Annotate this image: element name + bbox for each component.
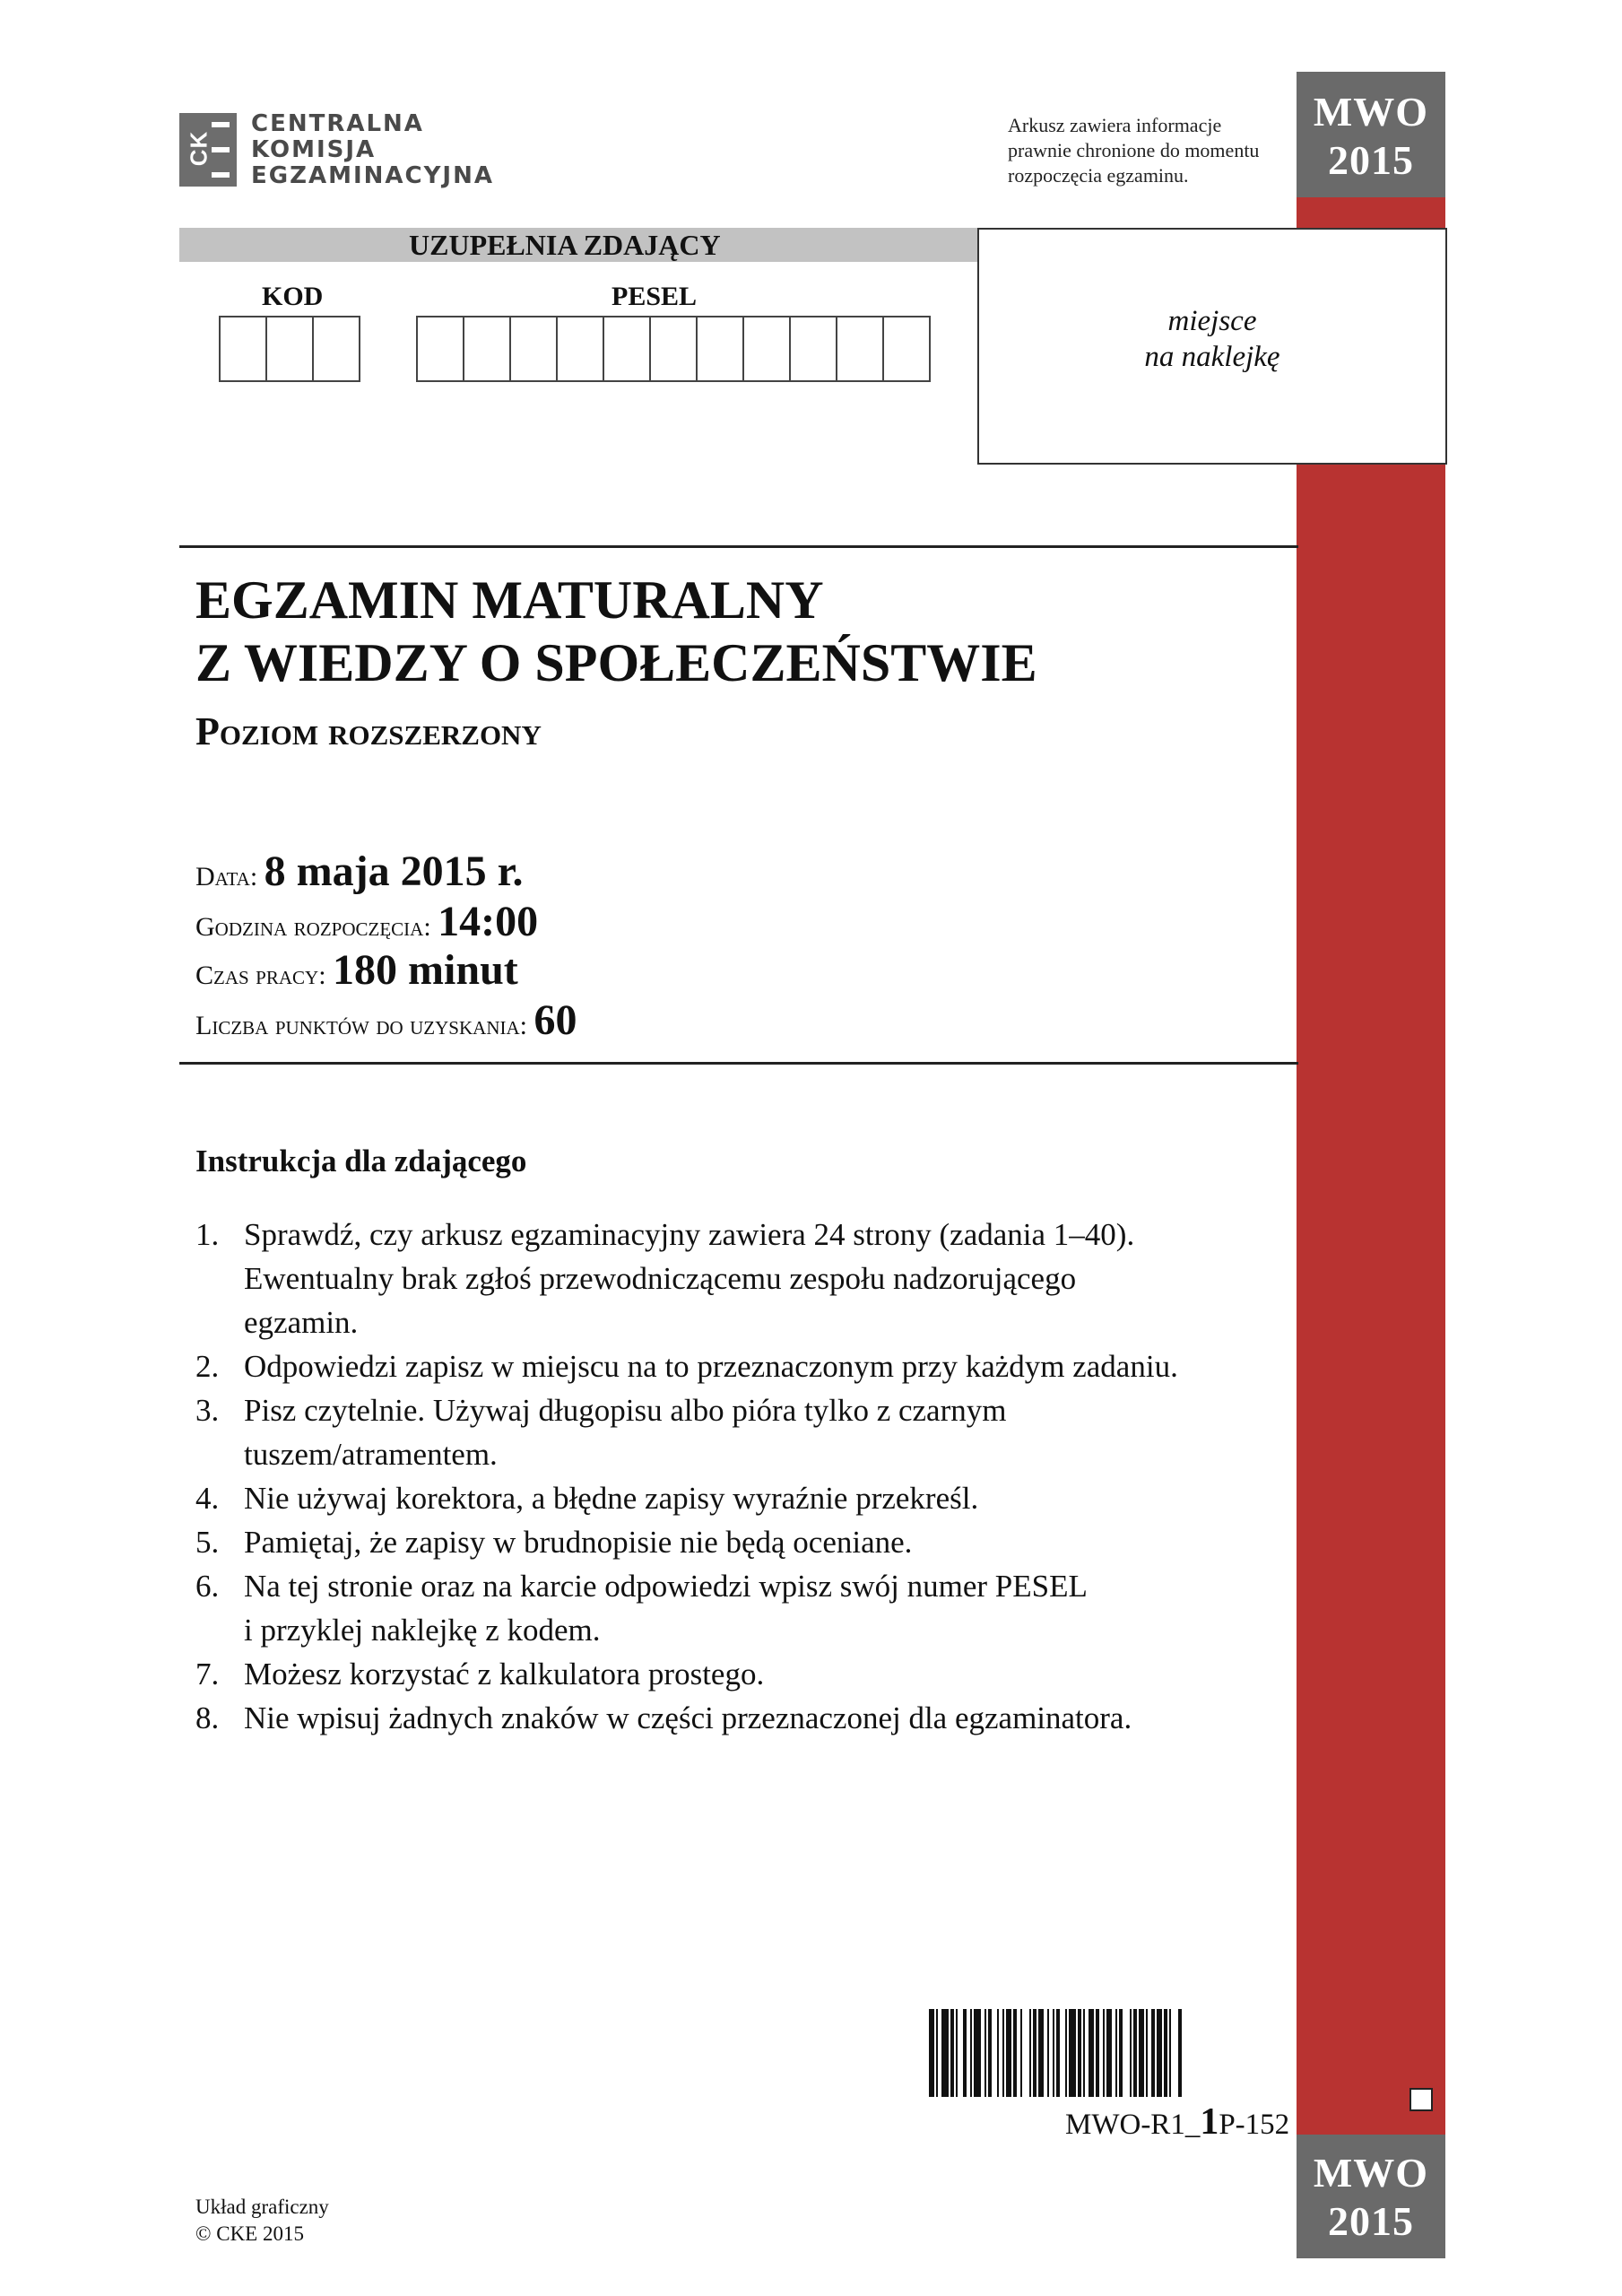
instruction-number: 6. [195,1569,220,1604]
instruction-text-line: egzamin. [244,1305,359,1340]
instruction-item [195,1344,1253,1388]
meta-duration-value: 180 minut [333,946,518,994]
instruction-text-line: Pisz czytelnie. Używaj długopisu albo pióra tylko z czarnym [244,1393,1007,1428]
cke-logo-text [251,111,494,189]
side-code-bottom [1297,2149,1445,2246]
logo-line-3: EGZAMINACYJNA [251,162,494,189]
notice-line-2: prawnie chronione do momentu [1008,139,1260,161]
protected-info-notice [1008,113,1304,188]
instruction-number: 1. [195,1217,220,1252]
instruction-number: 5. [195,1525,220,1560]
exam-title-line-1: EGZAMIN MATURALNY [195,570,824,630]
instruction-number: 2. [195,1349,220,1384]
sticker-placeholder-text [977,303,1447,375]
kod-box[interactable] [221,317,267,380]
kod-label: KOD [262,282,324,311]
instruction-number: 8. [195,1700,220,1735]
pesel-box[interactable] [698,317,744,380]
footer-line-2: © CKE 2015 [195,2222,304,2245]
instruction-item [195,1476,1253,1520]
side-code-top [1297,88,1445,185]
pesel-box[interactable] [604,317,651,380]
instruction-text-line: Pamiętaj, że zapisy w brudnopisie nie będą oceniane. [244,1525,913,1560]
instructions-title: Instrukcja dla zdającego [195,1144,527,1178]
instruction-text-line: Nie wpisuj żadnych znaków w części przeznaczonej dla egzaminatora. [244,1700,1132,1735]
instruction-item [195,1652,1253,1696]
logo-line-1: CENTRALNA [251,110,424,137]
instruction-text-line: Odpowiedzi zapisz w miejscu na to przeznaczonym przy każdym zadaniu. [244,1349,1178,1384]
instruction-item [195,1564,1253,1652]
cke-logo-mark [179,113,237,187]
barcode-label-big: 1 [1200,2101,1219,2143]
footer [195,2194,329,2248]
instruction-item [195,1388,1253,1476]
sticker-line-1: miejsce [1167,305,1257,337]
pesel-box[interactable] [884,317,929,380]
logo-line-2: KOMISJA [251,136,377,163]
pesel-box[interactable] [837,317,884,380]
meta-start-time-label: Godzina rozpoczęcia: [195,912,431,942]
examiner-checkbox[interactable] [1409,2088,1433,2111]
instruction-item [195,1520,1253,1564]
pesel-box[interactable] [464,317,511,380]
pesel-box[interactable] [791,317,837,380]
instruction-text-line: Ewentualny brak zgłoś przewodniczącemu zespołu nadzorującego [244,1261,1077,1296]
notice-line-3: rozpoczęcia egzaminu. [1008,164,1189,187]
sticker-line-2: na naklejkę [1144,341,1280,373]
instruction-text-line: Sprawdź, czy arkusz egzaminacyjny zawiera 24 strony (zadania 1–40). [244,1217,1135,1252]
side-code-top-code: MWO [1313,89,1429,135]
barcode-label [1065,2101,1290,2143]
meta-date-label: Data: [195,862,258,891]
instruction-text-line: i przyklej naklejkę z kodem. [244,1613,601,1648]
pesel-label: PESEL [612,282,698,311]
footer-line-1: Układ graficzny [195,2196,329,2218]
exam-level: Poziom rozszerzony [195,709,542,753]
pesel-box[interactable] [744,317,791,380]
kod-input-boxes[interactable] [219,316,360,382]
instruction-text-line: Na tej stronie oraz na karcie odpowiedzi wpisz swój numer PESEL [244,1569,1088,1604]
exam-title-line-2: Z WIEDZY O SPOŁECZEŃSTWIE [195,633,1037,692]
meta-date-value: 8 maja 2015 r. [264,848,524,895]
meta-points-value: 60 [533,996,577,1044]
meta-points-label: Liczba punktów do uzyskania: [195,1011,527,1040]
instruction-item [195,1696,1253,1740]
meta-start-time [195,897,538,946]
instruction-text-line: Nie używaj korektora, a błędne zapisy wyraźnie przekreśl. [244,1481,979,1516]
meta-duration-label: Czas pracy: [195,961,326,990]
pesel-input-boxes[interactable] [416,316,931,382]
kod-box[interactable] [267,317,314,380]
instruction-text-line: tuszem/atramentem. [244,1437,498,1472]
side-code-top-year: 2015 [1328,137,1414,183]
meta-date [195,847,524,896]
kod-box[interactable] [314,317,359,380]
instructions-list [195,1213,1253,1740]
meta-start-time-value: 14:00 [438,898,539,945]
barcode [929,2009,1184,2097]
fill-in-header-title: UZUPEŁNIA ZDAJĄCY [409,229,721,261]
instruction-number: 7. [195,1657,220,1692]
instruction-item [195,1213,1253,1344]
side-stripe-red [1297,197,1445,2135]
logo-mark-text: CK [185,130,213,167]
side-code-bottom-code: MWO [1313,2150,1429,2196]
pesel-box[interactable] [418,317,464,380]
title-bottom-rule [179,1062,1298,1065]
instruction-text-line: Możesz korzystać z kalkulatora prostego. [244,1657,765,1692]
notice-line-1: Arkusz zawiera informacje [1008,114,1222,136]
pesel-box[interactable] [651,317,698,380]
meta-duration [195,945,518,995]
barcode-label-suffix: P-152 [1219,2109,1290,2141]
title-top-rule [179,545,1298,548]
instruction-number: 4. [195,1481,220,1516]
pesel-box[interactable] [558,317,604,380]
barcode-label-prefix: MWO-R1_ [1065,2109,1201,2141]
instruction-number: 3. [195,1393,220,1428]
side-code-bottom-year: 2015 [1328,2198,1414,2244]
pesel-box[interactable] [511,317,558,380]
meta-points [195,996,577,1045]
